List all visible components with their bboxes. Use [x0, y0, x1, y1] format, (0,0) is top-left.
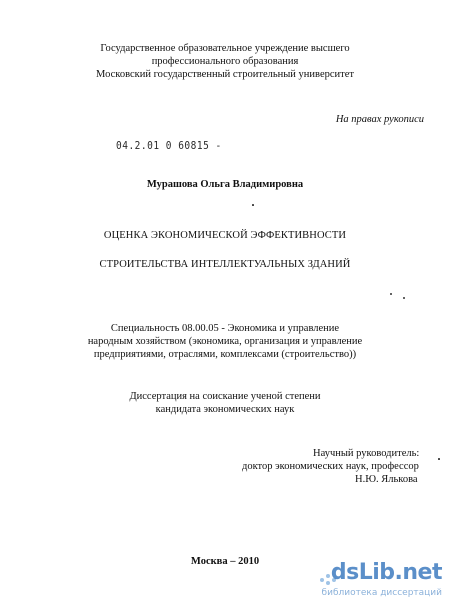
- scan-speck: [438, 458, 440, 460]
- supervisor-title: доктор экономических наук, профессор: [242, 461, 419, 472]
- institution-line-1: Государственное образовательное учреждение высшего: [100, 43, 350, 54]
- supervisor-label: Научный руководитель:: [313, 448, 420, 459]
- rights-note: На правах рукописи: [335, 114, 424, 125]
- specialty-line-1: Специальность 08.00.05 - Экономика и управление: [110, 323, 340, 334]
- scan-speck: [390, 293, 392, 295]
- city-year: Москва – 2010: [190, 556, 260, 567]
- scan-speck: [252, 204, 254, 206]
- title-line-2: СТРОИТЕЛЬСТВА ИНТЕЛЛЕКТУАЛЬНЫХ ЗДАНИЙ: [99, 259, 351, 270]
- degree-line-1: Диссертация на соискание ученой степени: [129, 391, 321, 402]
- watermark-tagline: библиотека диссертаций: [321, 588, 442, 598]
- dslib-watermark: [320, 560, 444, 606]
- specialty-line-3: предприятиями, отраслями, комплексами (строительство)): [93, 349, 357, 360]
- title-line-1: ОЦЕНКА ЭКОНОМИЧЕСКОЙ ЭФФЕКТИВНОСТИ: [103, 230, 347, 241]
- specialty-line-2: народным хозяйством (экономика, организация и управление: [87, 336, 363, 347]
- institution-line-3: Московский государственный строительный университет: [96, 69, 354, 80]
- author-name: Мурашова Ольга Владимировна: [146, 179, 304, 190]
- scan-speck: [403, 297, 405, 299]
- supervisor-name: Н.Ю. Ялькова: [355, 474, 418, 485]
- institution-line-2: профессионального образования: [151, 56, 299, 67]
- watermark-logo: dsLib.net: [330, 560, 442, 585]
- degree-line-2: кандидата экономических наук: [155, 404, 295, 415]
- library-stamp-number: 04.2.01 0 60815 -: [116, 140, 222, 153]
